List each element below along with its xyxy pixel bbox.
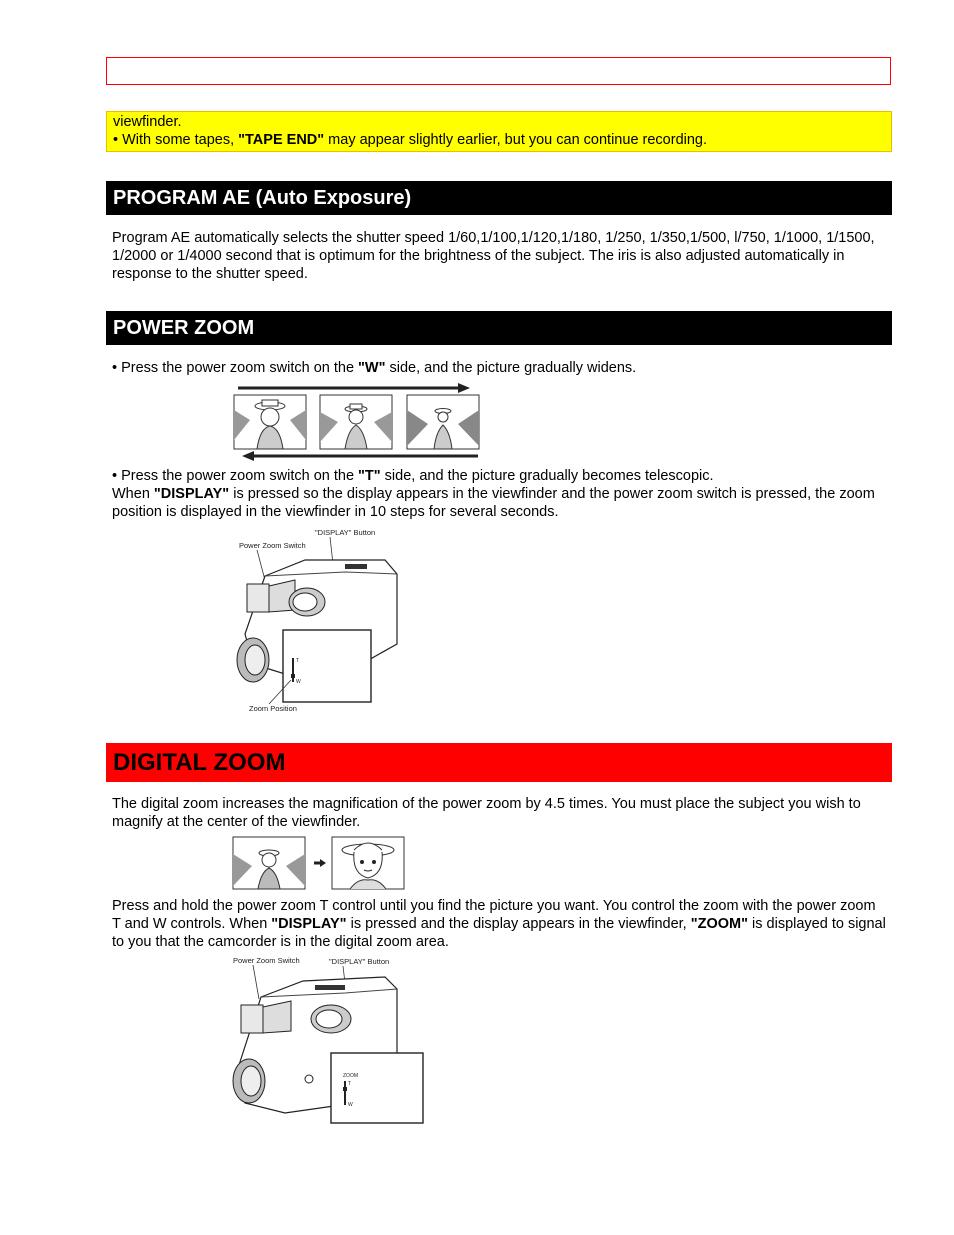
digital-zoom-comparison	[230, 834, 408, 892]
zoom-indicator-text: ZOOM	[343, 1073, 358, 1079]
display-button-label-2: "DISPLAY" Button	[329, 957, 390, 966]
power-zoom-heading: POWER ZOOM	[106, 311, 892, 345]
power-zoom-w-text: • Press the power zoom switch on the "W" side, and the picture gradually widens.	[112, 360, 637, 376]
arrow-right-icon	[314, 859, 326, 867]
zoom-w-mark-2: W	[348, 1102, 353, 1108]
zoom-frame-mid	[320, 395, 392, 449]
camcorder-illustration-power-zoom	[225, 524, 405, 716]
program-ae-text: Program AE automatically selects the shutter speed 1/60,1/100,1/120,1/180, 1/250, 1/350,1/500, l/750, 1/1000, 1/1500, 1/2000 or 1/4000 second that is optimum for the brightness of the subject. The iris is also adjusted automatically in response to the shutter speed.	[112, 230, 875, 282]
display-button-label: "DISPLAY" Button	[315, 528, 376, 537]
digital-zoom-before-frame	[233, 837, 305, 889]
power-zoom-switch-label-2: Power Zoom Switch	[233, 956, 300, 965]
program-ae-heading: PROGRAM AE (Auto Exposure)	[106, 181, 892, 215]
zoom-position-label: Zoom Position	[249, 704, 297, 713]
power-zoom-t-text: • Press the power zoom switch on the "T" side, and the picture gradually becomes telescopic.	[112, 468, 714, 484]
zoom-w-mark: W	[296, 679, 301, 685]
zoom-frame-tele	[234, 395, 306, 449]
note-line-2: • With some tapes, "TAPE END" may appear slightly earlier, but you can continue recording.	[113, 132, 708, 148]
digital-zoom-after-frame	[332, 837, 404, 889]
digital-zoom-text: The digital zoom increases the magnification of the power zoom by 4.5 times. You must place the subject you wish to magnify at the center of the viewfinder.	[112, 796, 861, 830]
digital-zoom-instructions: Press and hold the power zoom T control until you find the picture you want. You control the zoom with the power zoom T and W controls. When "DISPLAY" is pressed and the display appears in the viewfinder, "ZOOM" is displayed to signal to you that the camcorder is in the digital zoom area.	[112, 898, 886, 950]
digital-zoom-heading: DIGITAL ZOOM	[106, 743, 892, 782]
power-zoom-display-text: When "DISPLAY" is pressed so the display appears in the viewfinder and the power zoom switch is pressed, the zoom position is displayed in the viewfinder in 10 steps for several seconds.	[112, 486, 875, 520]
zoom-t-mark: T	[296, 658, 300, 664]
left-arrow	[242, 451, 478, 461]
tape-end-note	[106, 111, 892, 152]
right-arrow	[238, 383, 470, 393]
note-line-1: viewfinder.	[113, 114, 182, 130]
zoom-sequence-illustration	[230, 380, 485, 465]
zoom-frame-wide	[407, 395, 479, 449]
camcorder-illustration-digital-zoom	[225, 953, 430, 1128]
power-zoom-switch-label: Power Zoom Switch	[239, 541, 306, 550]
top-frame-box	[106, 57, 891, 85]
zoom-t-mark-2: T	[348, 1081, 352, 1087]
